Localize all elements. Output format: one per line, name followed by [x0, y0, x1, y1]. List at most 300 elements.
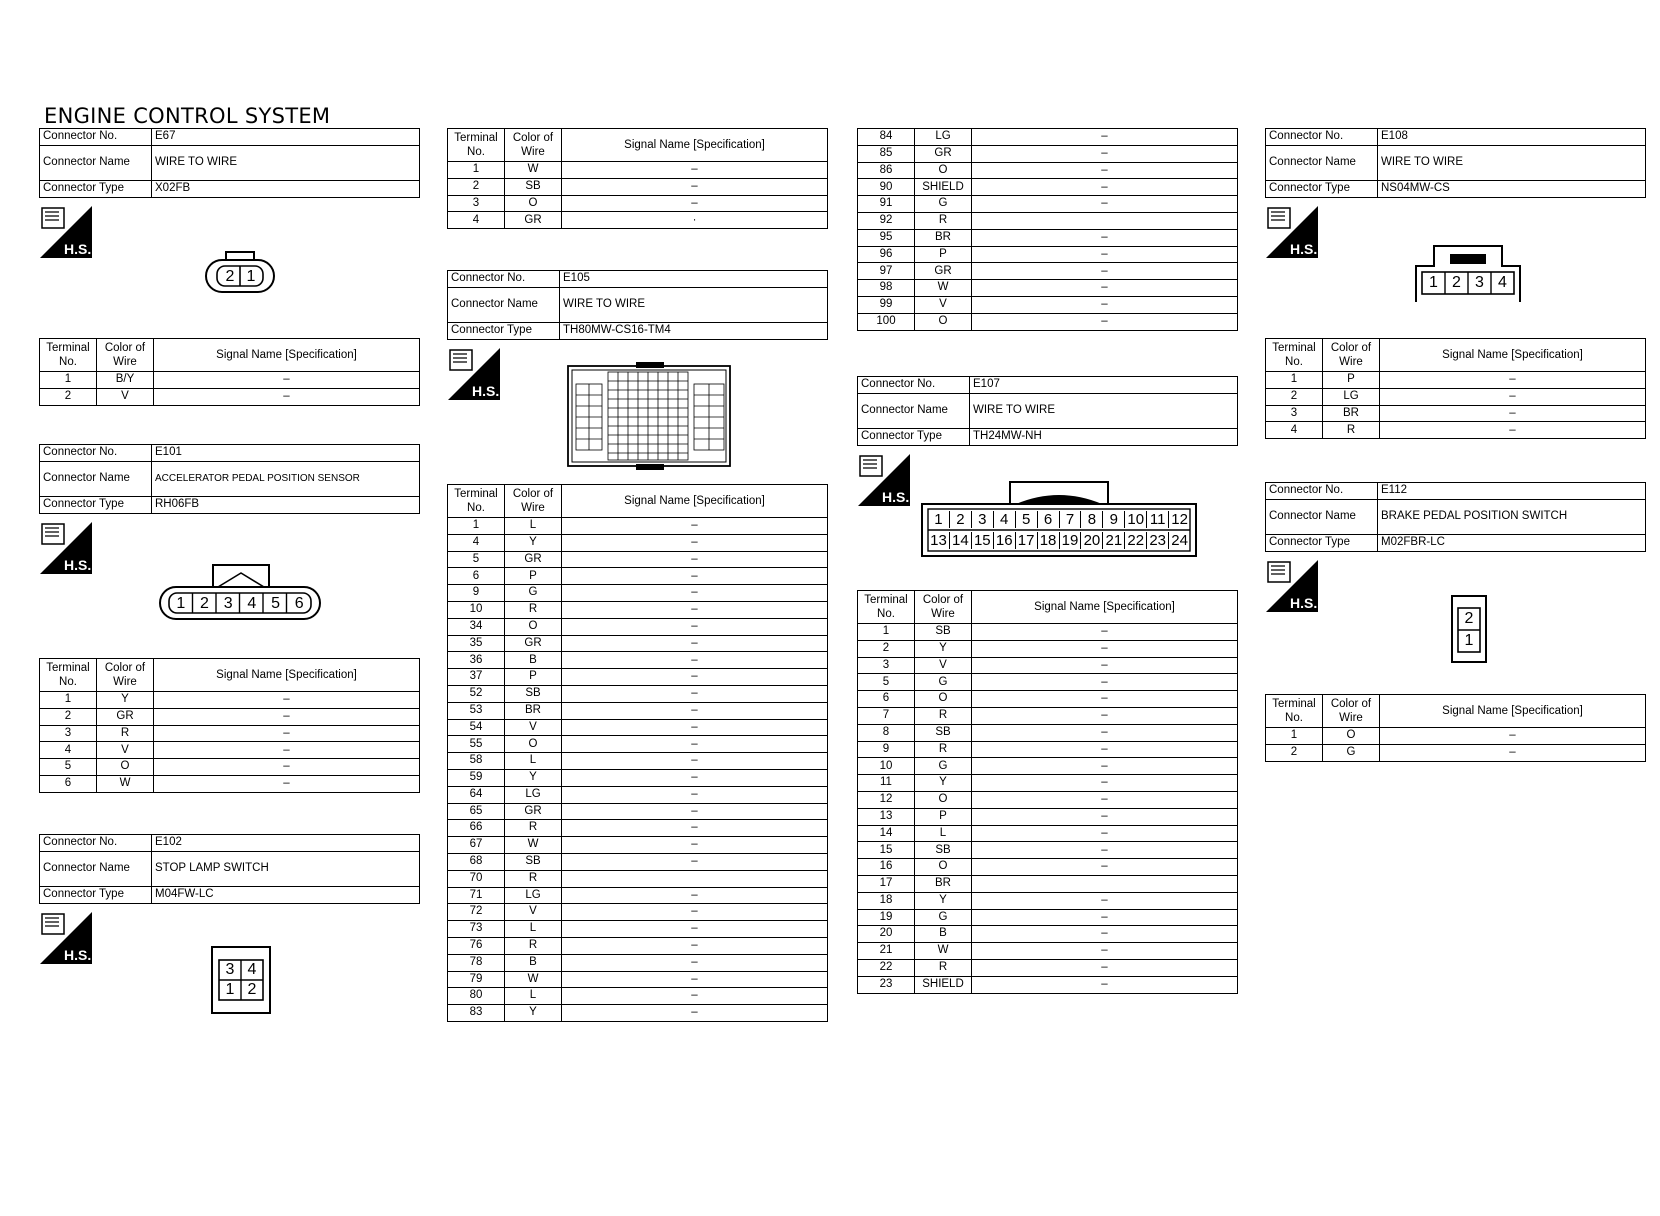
pin-label: 24 — [1171, 532, 1188, 549]
connector-type-label: Connector Type — [1266, 181, 1378, 198]
hs-icon — [448, 348, 500, 405]
table-row — [448, 568, 828, 585]
terminal-no-cell: 1 — [1266, 372, 1323, 389]
connector-no-label: Connector No. — [448, 271, 560, 288]
terminal-no-cell: 99 — [858, 296, 915, 313]
signal-name-cell: – — [562, 534, 828, 551]
wire-color-cell: BR — [1323, 405, 1380, 422]
svg-text:H.S.: H.S. — [882, 489, 910, 505]
signal-name-cell: – — [972, 943, 1238, 960]
wire-color-cell: Y — [97, 692, 154, 709]
table-row — [858, 280, 1238, 297]
connector-name-label: Connector Name — [1266, 500, 1378, 535]
terminal-no-cell: 17 — [858, 875, 915, 892]
connector-e105-terminal-table-cont — [857, 128, 1238, 331]
signal-name-cell: – — [562, 685, 828, 702]
wire-color-cell: O — [97, 759, 154, 776]
wire-color-cell: O — [915, 791, 972, 808]
terminal-no-cell: 5 — [40, 759, 97, 776]
terminal-no-cell: 85 — [858, 145, 915, 162]
connector-e67-header — [39, 128, 420, 198]
pin-label: 1 — [928, 511, 950, 528]
wire-color-cell: Y — [505, 769, 562, 786]
pin-label: 3 — [1475, 274, 1484, 291]
table-row — [448, 904, 828, 921]
connector-type-value: RH06FB — [152, 497, 420, 514]
terminal-no-cell: 66 — [448, 820, 505, 837]
terminal-no-cell: 16 — [858, 859, 915, 876]
table-row — [448, 769, 828, 786]
wire-color-cell: L — [505, 518, 562, 535]
wire-color-cell: SHIELD — [915, 976, 972, 993]
terminal-no-cell: 4 — [40, 742, 97, 759]
pin-label: 3 — [223, 595, 233, 612]
terminal-no-cell: 86 — [858, 162, 915, 179]
table-row — [448, 685, 828, 702]
wire-color-cell: LG — [1323, 388, 1380, 405]
table-row — [858, 775, 1238, 792]
table-row — [40, 759, 420, 776]
wire-color-cell: R — [915, 212, 972, 229]
signal-name-cell: – — [972, 859, 1238, 876]
terminal-no-cell: 84 — [858, 129, 915, 146]
connector-no-label: Connector No. — [40, 835, 152, 852]
terminal-no-cell: 34 — [448, 618, 505, 635]
terminal-no-cell: 1 — [448, 518, 505, 535]
table-row — [858, 179, 1238, 196]
wire-color-cell: O — [505, 618, 562, 635]
wire-color-cell: V — [505, 904, 562, 921]
terminal-no-cell: 3 — [1266, 405, 1323, 422]
signal-name-cell: – — [972, 691, 1238, 708]
wire-color-cell: R — [915, 959, 972, 976]
table-row — [40, 742, 420, 759]
pin-label: 2 — [225, 268, 235, 285]
wire-color-cell: Y — [505, 1005, 562, 1022]
wire-color-cell: G — [915, 909, 972, 926]
terminal-no-cell: 6 — [858, 691, 915, 708]
pin-label: 6 — [294, 595, 304, 612]
signal-name-cell: – — [562, 652, 828, 669]
signal-name-cell: – — [972, 758, 1238, 775]
hs-icon — [1266, 560, 1318, 617]
signal-name-cell: · — [562, 212, 828, 229]
terminal-no-cell: 83 — [448, 1005, 505, 1022]
pin-label: 4 — [247, 961, 257, 978]
terminal-no-cell: 79 — [448, 971, 505, 988]
connector-type-value: M02FBR-LC — [1378, 535, 1646, 552]
signal-name-cell: – — [972, 229, 1238, 246]
connector-e107-header — [857, 376, 1238, 446]
connector-name-value: ACCELERATOR PEDAL POSITION SENSOR — [152, 462, 420, 497]
table-row — [858, 943, 1238, 960]
terminal-no-cell: 22 — [858, 959, 915, 976]
terminal-no-cell: 9 — [448, 585, 505, 602]
terminal-no-cell: 53 — [448, 702, 505, 719]
signal-name-cell: – — [972, 624, 1238, 641]
terminal-no-header: Terminal No. — [40, 339, 97, 372]
color-header: Color of Wire — [915, 591, 972, 624]
table-row — [858, 145, 1238, 162]
pin-label: 7 — [1060, 511, 1082, 528]
connector-no-value: E105 — [560, 271, 828, 288]
signal-name-cell: – — [972, 808, 1238, 825]
table-row — [858, 758, 1238, 775]
wire-color-cell: GR — [505, 635, 562, 652]
terminal-no-cell: 4 — [448, 212, 505, 229]
signal-name-cell: – — [1380, 422, 1646, 439]
table-row — [448, 736, 828, 753]
table-row — [448, 954, 828, 971]
signal-name-cell: – — [972, 145, 1238, 162]
pin-label: 1 — [225, 981, 235, 998]
terminal-no-cell: 5 — [448, 551, 505, 568]
wire-color-cell: W — [97, 775, 154, 792]
pin-label: 19 — [1060, 532, 1082, 549]
terminal-no-cell: 9 — [858, 741, 915, 758]
signal-name-cell: – — [972, 791, 1238, 808]
terminal-no-cell: 10 — [448, 601, 505, 618]
signal-name-cell: – — [1380, 728, 1646, 745]
page-title: ENGINE CONTROL SYSTEM — [44, 104, 331, 128]
table-row — [40, 725, 420, 742]
wire-color-cell: V — [97, 742, 154, 759]
connector-e101-header — [39, 444, 420, 514]
connector-name-value: WIRE TO WIRE — [970, 394, 1238, 429]
terminal-no-cell: 2 — [40, 708, 97, 725]
table-row — [858, 640, 1238, 657]
signal-header: Signal Name [Specification] — [154, 339, 420, 372]
table-row — [858, 129, 1238, 146]
signal-name-cell: – — [562, 954, 828, 971]
table-row — [448, 971, 828, 988]
connector-name-label: Connector Name — [448, 288, 560, 323]
connector-no-label: Connector No. — [40, 445, 152, 462]
connector-no-value: E102 — [152, 835, 420, 852]
wire-color-cell: R — [915, 707, 972, 724]
signal-name-cell: – — [562, 937, 828, 954]
signal-name-cell: – — [972, 909, 1238, 926]
wire-color-cell: Y — [505, 534, 562, 551]
wire-color-cell: V — [915, 657, 972, 674]
terminal-no-cell: 64 — [448, 786, 505, 803]
connector-no-label: Connector No. — [40, 129, 152, 146]
pin-row-top — [928, 511, 1190, 528]
hs-icon — [40, 912, 92, 969]
table-row — [448, 870, 828, 887]
table-row — [448, 518, 828, 535]
table-row — [448, 702, 828, 719]
wire-color-cell: W — [915, 943, 972, 960]
table-row — [448, 551, 828, 568]
table-row — [448, 601, 828, 618]
pin-label: 21 — [1103, 532, 1125, 549]
wire-color-cell: BR — [505, 702, 562, 719]
table-row — [448, 853, 828, 870]
signal-name-cell: – — [562, 585, 828, 602]
table-row — [858, 263, 1238, 280]
wire-color-cell: W — [505, 837, 562, 854]
connector-e105-face — [566, 362, 732, 475]
wire-color-cell: SB — [505, 178, 562, 195]
terminal-no-cell: 4 — [1266, 422, 1323, 439]
connector-e105-terminal-table — [447, 484, 828, 1022]
wire-color-cell: SB — [915, 842, 972, 859]
pin-label: 1 — [1464, 632, 1474, 649]
signal-name-cell: – — [972, 263, 1238, 280]
terminal-no-cell: 67 — [448, 837, 505, 854]
connector-type-label: Connector Type — [40, 887, 152, 904]
terminal-no-header: Terminal No. — [1266, 339, 1323, 372]
wire-color-cell: G — [915, 758, 972, 775]
pin-label: 2 — [950, 511, 972, 528]
table-row — [448, 195, 828, 212]
pin-label: 8 — [1081, 511, 1103, 528]
signal-name-cell: – — [562, 736, 828, 753]
wire-color-cell: G — [505, 585, 562, 602]
pin-label: 3 — [972, 511, 994, 528]
signal-name-cell: – — [1380, 372, 1646, 389]
signal-name-cell: – — [154, 742, 420, 759]
wire-color-cell: GR — [505, 212, 562, 229]
table-row — [858, 808, 1238, 825]
table-row — [858, 825, 1238, 842]
connector-name-label: Connector Name — [1266, 146, 1378, 181]
wire-color-cell: GR — [505, 803, 562, 820]
svg-text:H.S.: H.S. — [64, 947, 92, 963]
table-row — [448, 921, 828, 938]
terminal-no-cell: 20 — [858, 926, 915, 943]
pin-label: 3 — [225, 961, 235, 978]
terminal-no-cell: 18 — [858, 892, 915, 909]
wire-color-cell: SB — [915, 624, 972, 641]
signal-header: Signal Name [Specification] — [562, 129, 828, 162]
signal-name-cell: – — [562, 568, 828, 585]
wire-color-cell: SB — [505, 685, 562, 702]
connector-name-label: Connector Name — [40, 146, 152, 181]
terminal-no-cell: 37 — [448, 669, 505, 686]
terminal-no-cell: 3 — [448, 195, 505, 212]
wire-color-cell: LG — [915, 129, 972, 146]
connector-e101-terminal-table — [39, 658, 420, 793]
signal-name-cell: – — [972, 640, 1238, 657]
terminal-no-cell: 2 — [1266, 388, 1323, 405]
table-row — [858, 959, 1238, 976]
wire-color-cell: L — [915, 825, 972, 842]
table-row — [448, 937, 828, 954]
signal-name-cell: – — [972, 741, 1238, 758]
wire-color-cell: SB — [505, 853, 562, 870]
table-row — [858, 909, 1238, 926]
wire-color-cell: GR — [505, 551, 562, 568]
table-row — [448, 162, 828, 179]
pin-label: 2 — [200, 595, 209, 612]
wire-color-cell: R — [505, 601, 562, 618]
table-row — [858, 246, 1238, 263]
signal-name-cell: – — [562, 178, 828, 195]
terminal-no-cell: 21 — [858, 943, 915, 960]
table-row — [858, 926, 1238, 943]
wire-color-cell: B — [505, 954, 562, 971]
terminal-no-cell: 5 — [858, 674, 915, 691]
terminal-no-cell: 55 — [448, 736, 505, 753]
color-header: Color of Wire — [1323, 339, 1380, 372]
connector-no-label: Connector No. — [1266, 483, 1378, 500]
wire-color-cell: B — [915, 926, 972, 943]
connector-e107-terminal-table — [857, 590, 1238, 994]
table-row — [448, 753, 828, 770]
connector-name-value: WIRE TO WIRE — [152, 146, 420, 181]
wire-color-cell: P — [505, 568, 562, 585]
wire-color-cell: GR — [97, 708, 154, 725]
signal-name-cell: – — [154, 388, 420, 405]
wire-color-cell: V — [505, 719, 562, 736]
connector-type-label: Connector Type — [858, 429, 970, 446]
terminal-no-cell: 96 — [858, 246, 915, 263]
terminal-no-header: Terminal No. — [858, 591, 915, 624]
terminal-no-cell: 98 — [858, 280, 915, 297]
connector-name-value: BRAKE PEDAL POSITION SWITCH — [1378, 500, 1646, 535]
signal-name-cell: – — [562, 803, 828, 820]
signal-header: Signal Name [Specification] — [562, 485, 828, 518]
color-header: Color of Wire — [505, 485, 562, 518]
wire-color-cell: R — [505, 937, 562, 954]
hs-icon — [858, 454, 910, 511]
pin-label: 1 — [1429, 274, 1438, 291]
connector-e112-face — [1450, 594, 1488, 669]
color-header: Color of Wire — [505, 129, 562, 162]
signal-name-cell: – — [1380, 388, 1646, 405]
pin-label: 13 — [928, 532, 950, 549]
svg-text:H.S.: H.S. — [64, 241, 92, 257]
signal-name-cell: – — [562, 162, 828, 179]
terminal-no-cell: 92 — [858, 212, 915, 229]
wire-color-cell: P — [1323, 372, 1380, 389]
pin-label: 2 — [1464, 610, 1474, 627]
terminal-no-cell: 2 — [448, 178, 505, 195]
signal-name-cell: – — [562, 702, 828, 719]
table-row — [448, 635, 828, 652]
signal-name-cell: – — [972, 657, 1238, 674]
table-row — [448, 786, 828, 803]
table-row — [448, 669, 828, 686]
wire-color-cell: O — [915, 691, 972, 708]
svg-text:H.S.: H.S. — [472, 383, 500, 399]
table-row — [40, 775, 420, 792]
pin-label: 23 — [1147, 532, 1169, 549]
wire-color-cell: LG — [505, 887, 562, 904]
table-row — [858, 976, 1238, 993]
connector-no-value: E67 — [152, 129, 420, 146]
wire-color-cell: O — [915, 313, 972, 330]
connector-type-value: TH80MW-CS16-TM4 — [560, 323, 828, 340]
connector-e108-header — [1265, 128, 1646, 198]
pin-label: 1 — [176, 595, 186, 612]
connector-name-value: WIRE TO WIRE — [560, 288, 828, 323]
signal-name-cell: – — [562, 971, 828, 988]
connector-no-value: E112 — [1378, 483, 1646, 500]
pin-label: 16 — [994, 532, 1016, 549]
wire-color-cell: GR — [915, 263, 972, 280]
pin-label: 22 — [1125, 532, 1147, 549]
terminal-no-cell: 91 — [858, 196, 915, 213]
table-row — [858, 196, 1238, 213]
terminal-no-cell: 1 — [858, 624, 915, 641]
terminal-no-cell: 58 — [448, 753, 505, 770]
signal-name-cell: – — [562, 769, 828, 786]
terminal-no-cell: 11 — [858, 775, 915, 792]
terminal-no-cell: 54 — [448, 719, 505, 736]
terminal-no-cell: 35 — [448, 635, 505, 652]
signal-name-cell — [972, 212, 1238, 229]
signal-name-cell: – — [562, 853, 828, 870]
signal-name-cell: – — [562, 904, 828, 921]
wire-color-cell: GR — [915, 145, 972, 162]
table-row — [448, 887, 828, 904]
signal-name-cell: – — [154, 708, 420, 725]
connector-type-label: Connector Type — [40, 181, 152, 198]
wire-color-cell: R — [1323, 422, 1380, 439]
connector-e112-header — [1265, 482, 1646, 552]
hs-icon — [40, 522, 92, 579]
pin-label: 15 — [972, 532, 994, 549]
table-row — [448, 1005, 828, 1022]
signal-name-cell: – — [154, 372, 420, 389]
table-row — [448, 178, 828, 195]
wire-color-cell: G — [915, 196, 972, 213]
terminal-no-cell: 23 — [858, 976, 915, 993]
svg-text:H.S.: H.S. — [1290, 595, 1318, 611]
signal-name-cell: – — [562, 753, 828, 770]
terminal-no-cell: 71 — [448, 887, 505, 904]
signal-name-cell: – — [972, 959, 1238, 976]
signal-name-cell: – — [972, 775, 1238, 792]
connector-e107-face — [920, 478, 1198, 563]
table-row — [858, 296, 1238, 313]
terminal-no-cell: 59 — [448, 769, 505, 786]
table-row — [858, 229, 1238, 246]
table-row — [858, 691, 1238, 708]
color-header: Color of Wire — [97, 659, 154, 692]
terminal-no-cell: 13 — [858, 808, 915, 825]
signal-name-cell: – — [562, 719, 828, 736]
connector-e102-face — [210, 945, 272, 1020]
connector-type-value: X02FB — [152, 181, 420, 198]
signal-header: Signal Name [Specification] — [1380, 339, 1646, 372]
signal-name-cell: – — [972, 842, 1238, 859]
terminal-no-cell: 8 — [858, 724, 915, 741]
table-row — [1266, 728, 1646, 745]
wire-color-cell: P — [915, 246, 972, 263]
terminal-no-cell: 15 — [858, 842, 915, 859]
signal-name-cell: – — [562, 1005, 828, 1022]
signal-name-cell: – — [562, 786, 828, 803]
wire-color-cell: O — [915, 162, 972, 179]
wire-color-cell: R — [915, 741, 972, 758]
signal-name-cell: – — [1380, 744, 1646, 761]
signal-name-cell: – — [154, 692, 420, 709]
pin-label: 10 — [1125, 511, 1147, 528]
wire-color-cell: Y — [915, 892, 972, 909]
wire-color-cell: V — [915, 296, 972, 313]
pin-label: 5 — [1016, 511, 1038, 528]
wire-color-cell: Y — [915, 640, 972, 657]
color-header: Color of Wire — [97, 339, 154, 372]
wire-color-cell: BR — [915, 875, 972, 892]
wire-color-cell: LG — [505, 786, 562, 803]
table-row — [1266, 372, 1646, 389]
terminal-no-cell: 76 — [448, 937, 505, 954]
